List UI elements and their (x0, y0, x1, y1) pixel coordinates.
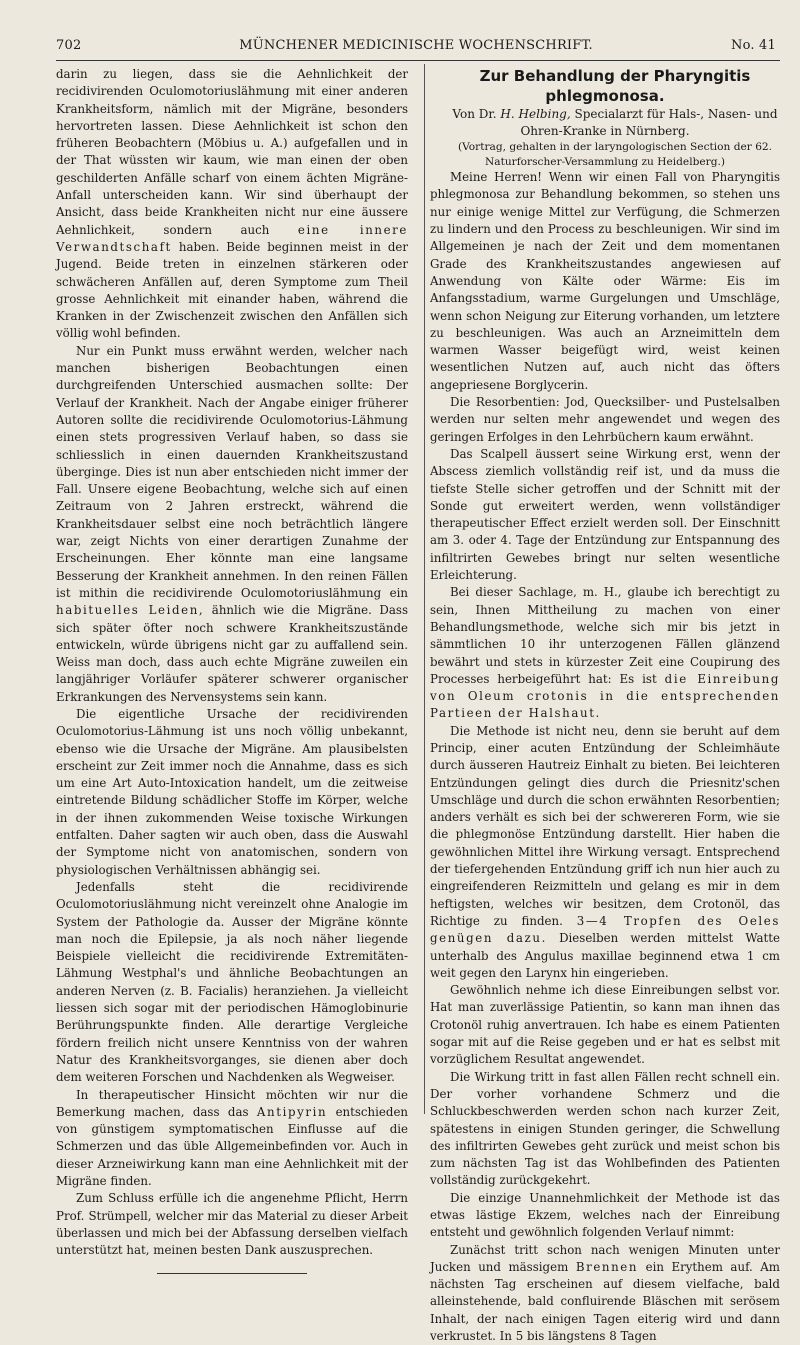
paragraph: Die Methode ist nicht neu, denn sie beruht auf dem Princip, einer acuten Entzündung der Schleimhäute durch äusseren Hautreiz Einhalt zu bieten. Bei leichteren Entzündungen gelingt dies durch die Priesnitz'schen Umschläge und durch die schon erwähnten Resorbentien; anders verhält es sich bei der schwereren Form, wie sie die phlegmonöse Entzündung darstellt. Hier haben die gewöhnlichen Mittel ihre Wirkung versagt. Entsprechend der tiefergehenden Entzündung griff ich nun hier auch zu eingreifenderen Reizmitteln und gelang es mir in dem heftigsten, welches wir besitzen, dem Crotonöl, das Richtige zu finden. 3—4 Tropfen des Oeles genügen dazu. Dieselben werden mittelst Watte unterhalb des Angulus maxillae beginnend etwa 1 cm weit gegen den Larynx hin eingerieben. (430, 723, 781, 980)
paragraph: Die Wirkung tritt in fast allen Fällen recht schnell ein. Der vorher vorhandene Schmerz und die Schluckbeschwerden werden schon nach kurzer Zeit, spätestens in einigen Stunden geringer, die Schwellung des infiltrirten Gewebes geht zurück und meist schon bis zum nächsten Tag ist das Wohlbefinden des Patienten vollständig zurückgekehrt. (430, 1069, 780, 1188)
journal-title: MÜNCHENER MEDICINISCHE WOCHENSCHRIFT. (239, 38, 593, 53)
paragraph: In therapeutischer Hinsicht möchten wir nur die Bemerkung machen, dass das Antipyrin entschieden von günstigem symptomatischen Einflusse auf die Schmerzen und das üble Allgemeinbefinden vor. Auch in dieser Arzneiwirkung kann man eine Aehnlichkeit mit der Migräne finden. (56, 1087, 409, 1188)
page-number: 702 (56, 38, 82, 53)
paragraph: Die eigentliche Ursache der recidivirenden Oculomotorius-Lähmung ist uns noch völlig unbekannt, ebenso wie die Ursache der Migräne. Am plausibelsten erscheint zur Zeit immer noch die Annahme, dass es sich um eine Art Auto-Intoxication handelt, um die zeitweise eintretende Bildung schädlicher Stoffe im Körper, welche in der ihnen zukommenden Weise toxische Wirkungen entfalten. Daher sagten wir auch oben, dass die Auswahl der Symptome nicht von anatomischen, sondern von physiologischen Verhältnissen abhängig sei. (56, 706, 408, 877)
paragraph: Die einzige Unannehmlichkeit der Methode ist das etwas lästige Ekzem, welches nach der Einreibung entsteht und gewöhnlich folgenden Verlauf nimmt: (430, 1190, 780, 1240)
paragraph: Jedenfalls steht die recidivirende Oculomotoriuslähmung nicht vereinzelt ohne Analogie im System der Pathologie da. Ausser der Migräne könnte man noch die Epilepsie, ja als noch näher liegende Beispiele vielleicht die recidivirende Extremitäten-Lähmung Westphal's und ähnliche Beobachtungen an anderen Nerven (z. B. Facialis) heranziehen. Ja vielleicht liessen sich sogar mit der periodischen Hämoglobinurie Berührungspunkte finden. Alle derartige Vergleiche fördern freilich nicht unsere Kenntniss von der wahren Natur des Krankheitsvorganges, sie dienen aber doch dem weiteren Forschen und Nachdenken als Wegweiser. (56, 879, 408, 1085)
header-rule (56, 60, 780, 61)
paragraph: Nur ein Punkt muss erwähnt werden, welcher nach manchen bisherigen Beobachtungen einen durchgreifenden Unterschied ausmachen sollte: Der Verlauf der Krankheit. Nach der Angabe einiger früherer Autoren sollte die recidivirende Oculomotorius-Lähmung einen stets progressiven Verlauf haben, so dass sie schliesslich in einen dauernden Krankheitszustand übergingе. Dies ist nun aber entschieden nicht immer der Fall. Unsere eigene Beobachtung, welche sich auf einen Zeitraum von 2 Jahren erstreckt, während die Krankheitsdauer selbst eine noch beträchtlich längere war, zeigt Nichts von einer derartigen Zunahme der Erscheinungen. Eher könnte man eine langsame Besserung der Krankheit annehmen. In den reinen Fällen ist mithin die recidivirende Oculomotoriuslähmung ein habituelles Leiden, ähnlich wie die Migräne. Dass sich später öfter noch schwere Krankheitszustände entwickeln, würde übrigens nicht gar zu auffallend sein. Weiss man doch, dass auch echte Migräne zuweilen ein langjähriger Vorläufer späterer schwerer organischer Erkrankungen des Nervensystems sein kann. (56, 343, 408, 704)
paragraph: darin zu liegen, dass sie die Aehnlichkeit der recidivirenden Oculomotoriuslähmung mit einer anderen Krankheitsform, nämlich mit der Migräne, besonders hervortreten lassen. Diese Aehnlichkeit ist schon den früheren Beobachtern (Möbius u. A.) aufgefallen und in der That wüssten wir kaum, wie man einen der oben geschilderten Anfälle scharf von einem ächten Migräne-Anfall unterscheiden kann. Wir sind überhaupt der Ansicht, dass beide Krankheiten nicht nur eine äussere Aehnlichkeit, sondern auch eine innere Verwandtschaft haben. Beide beginnen meist in der Jugend. Beide treten in einzelnen stärkeren oder schwächeren Anfällen auf, deren Symptome zum Theil grosse Aehnlichkeit mit einander haben, während die Kranken in der Zwischenzeit zwischen den Anfällen sich völlig wohl befinden. (56, 67, 408, 341)
paragraph: Zum Schluss erfülle ich die angenehme Pflicht, Herrn Prof. Strümpell, welcher mir das Material zu dieser Arbeit überlassen und mich bei der Abfassung derselben vielfach unterstützt hat, meinen besten Dank auszusprechen. (56, 1191, 408, 1258)
article-note: (Vortrag, gehalten in der laryngologischen Section der 62. Naturforscher-Versammlung zu Heidelberg.) (457, 141, 773, 168)
paragraph: Das Scalpell äussert seine Wirkung erst, wenn der Abscess ziemlich vollständig reif ist, und da muss die tiefste Stelle sicher getroffen und der Schnitt mit der Sonde gut erweitert werden, wenn vollständiger therapeutischer Effect erzielt werden soll. Der Einschnitt am 3. oder 4. Tage der Entzündung zur Entspannung des infiltrirten Gewebes bringt nur selten wesentliche Erleichterung. (430, 446, 780, 583)
issue-number: No. 41 (731, 38, 776, 53)
paragraph: Zunächst tritt schon nach wenigen Minuten unter Jucken und mässigem Brennen ein Erythem auf. Am nächsten Tag erscheinen auf diesem vielfache, bald alleinstehende, bald confluirende Bläschen mit serösem Inhalt, der nach einigen Tagen eiterig wird und dann verkrustet. In 5 bis längstens 8 Tagen (430, 1242, 780, 1344)
paragraph: Die Resorbentien: Jod, Quecksilber- und Pustelsalben werden nur selten mehr angewendet und wegen des geringen Erfolges in den Lehrbüchern kaum erwähnt. (430, 395, 780, 444)
end-rule (157, 1273, 307, 1274)
paragraph: Meine Herren! Wenn wir einen Fall von Pharyngitis phlegmonosa zur Behandlung bekommen, so stehen uns nur einige wenige Mittel zur Verfügung, die Schmerzen zu lindern und den Process zu beschleunigen. Wir sind im Allgemeinen je nach der Zeit und dem momentanen Grade des Krankheitszustandes angewiesen auf Anwendung von Kälte oder Wärme: Eis im Anfangsstadium, warme Gurgelungen und Umschläge, wenn schon Neigung zur Eiterung vorhanden, um letztere zu beschleunigen. Was auch an Arzneimitteln dem warmen Wasser beigefügt wird, weist keinen wesentlichen Nutzen auf, auch nicht das öfters angepriesene Borglycerin. (430, 170, 780, 392)
article-author: Von Dr. H. Helbing, Specialarzt für Hals-, Nasen- und Ohren-Kranke in Nürnberg. (452, 107, 778, 138)
right-column (430, 66, 780, 1345)
paragraph: Bei dieser Sachlage, m. H., glaube ich berechtigt zu sein, Ihnen Mittheilung zu machen von einer Behandlungsmethode, welche sich mir bis jetzt in sämmtlichen 10 ihr unterzogenen Fällen glänzend bewährt und stets in kürzester Zeit eine Coupirung des Processes herbeigeführt hat: Es ist die Einreibung von Oleum crotonis in die entsprechenden Partieen der Halshaut. (430, 585, 780, 721)
paragraph: Gewöhnlich nehme ich diese Einreibungen selbst vor. Hat man zuverlässige Patientin, so kann man ihnen das Crotonöl ruhig anvertrauen. Ich habe es einem Patienten sogar mit auf die Reise gegeben und er hat es selbst mit vorzüglichem Resultat angewendet. (430, 983, 780, 1067)
article-title: Zur Behandlung der Pharyngitis phlegmonosa. (479, 67, 751, 105)
left-column (56, 66, 408, 1274)
page-header (56, 38, 776, 60)
column-divider (424, 64, 425, 1114)
